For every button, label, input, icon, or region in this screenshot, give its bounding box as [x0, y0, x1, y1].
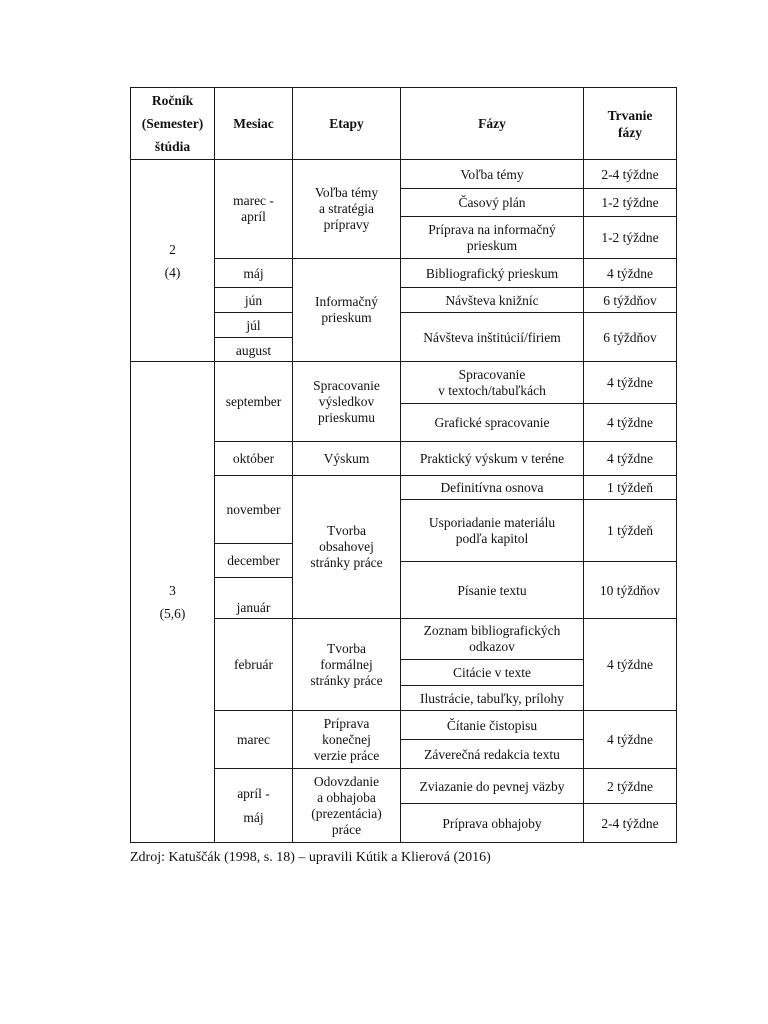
etapa-line: stránky práce	[310, 555, 383, 570]
rocnik-value: 3	[169, 583, 176, 598]
faza-cell: Čítanie čistopisu	[401, 711, 584, 740]
trvanie-cell: 2-4 týždne	[584, 804, 677, 843]
etapa-line: prieskum	[321, 310, 372, 325]
faza-cell: Záverečná redakcia textu	[401, 740, 584, 769]
rocnik-cell-3	[131, 362, 215, 843]
etapa-line: Odovzdanie	[313, 773, 380, 789]
faza-line: Zoznam bibliografických	[423, 623, 561, 638]
trvanie-cell: 4 týždne	[584, 711, 677, 769]
month-januar: január	[215, 578, 293, 619]
source-note: Zdroj: Katuščák (1998, s. 18) – upravili Kútik a Klierová (2016)	[130, 850, 491, 865]
trvanie-cell: 1-2 týždne	[584, 189, 677, 217]
month-marec-april	[215, 160, 293, 259]
etapa-line: verzie práce	[313, 747, 380, 763]
etapa-line: obsahovej	[319, 539, 374, 554]
etapa-line: prípravy	[323, 217, 370, 232]
phases-table	[130, 87, 677, 843]
month-marec: marec	[215, 711, 293, 769]
etapa-line: stránky práce	[310, 672, 383, 688]
etapa-line: Príprava	[323, 715, 370, 731]
etapa-line: a stratégia	[318, 201, 375, 216]
etapa-line: Spracovanie	[313, 377, 380, 393]
faza-cell: Časový plán	[401, 189, 584, 217]
faza-cell: Definitívna osnova	[401, 476, 584, 500]
month-september: september	[215, 362, 293, 442]
month-jun: jún	[215, 288, 293, 313]
faza-cell: Ilustrácie, tabuľky, prílohy	[401, 686, 584, 711]
rocnik-value: 2	[169, 241, 176, 257]
header-rocnik	[131, 88, 215, 160]
month-december: december	[215, 544, 293, 578]
etapa-line: konečnej	[322, 731, 371, 747]
faza-cell	[401, 362, 584, 404]
month-line: apríl	[241, 209, 266, 224]
etapa-line: Informačný	[315, 294, 378, 309]
etapa-tvorba-obsahovej	[293, 476, 401, 619]
month-oktober: október	[215, 442, 293, 476]
header-row	[131, 88, 677, 160]
table-row	[131, 160, 677, 189]
faza-cell: Praktický výskum v teréne	[401, 442, 584, 476]
faza-cell: Príprava obhajoby	[401, 804, 584, 843]
etapa-line: formálnej	[320, 656, 373, 672]
month-april-maj	[215, 769, 293, 843]
header-rocnik-line-3: štúdia	[154, 139, 191, 154]
etapa-line: výsledkov	[318, 393, 375, 409]
faza-line: odkazov	[469, 639, 515, 654]
etapa-priprava-konecnej	[293, 711, 401, 769]
month-august: august	[215, 338, 293, 362]
etapa-spracovanie	[293, 362, 401, 442]
header-trvanie-line-1: Trvanie	[607, 107, 653, 123]
header-rocnik-line-1: Ročník	[151, 93, 194, 108]
trvanie-cell: 4 týždne	[584, 442, 677, 476]
etapa-volba-temy	[293, 160, 401, 259]
faza-line: Usporiadanie materiálu	[428, 514, 556, 530]
header-etapy: Etapy	[293, 88, 401, 160]
etapa-odovzdanie	[293, 769, 401, 843]
etapa-line: Tvorba	[327, 523, 366, 538]
header-fazy: Fázy	[401, 88, 584, 160]
faza-cell: Grafické spracovanie	[401, 404, 584, 442]
semester-value: (4)	[164, 264, 181, 280]
etapa-line: Voľba témy	[314, 185, 379, 200]
faza-cell: Príprava na informačný prieskum	[401, 217, 584, 259]
faza-cell	[401, 619, 584, 660]
faza-cell: Zviazanie do pevnej väzby	[401, 769, 584, 804]
faza-cell: Návšteva knižníc	[401, 288, 584, 313]
month-line: apríl -	[237, 785, 270, 801]
header-rocnik-line-2: (Semester)	[141, 116, 204, 131]
faza-cell: Voľba témy	[401, 160, 584, 189]
etapa-vyskum: Výskum	[293, 442, 401, 476]
trvanie-cell: 6 týždňov	[584, 288, 677, 313]
month-jul: júl	[215, 313, 293, 338]
rocnik-cell-2	[131, 160, 215, 362]
faza-cell: Písanie textu	[401, 562, 584, 619]
faza-cell: Citácie v texte	[401, 660, 584, 686]
table-row	[131, 362, 677, 404]
month-line: marec -	[233, 193, 274, 208]
trvanie-cell: 2-4 týždne	[584, 160, 677, 189]
faza-cell: Bibliografický prieskum	[401, 259, 584, 288]
faza-line: v textoch/tabuľkách	[438, 382, 546, 398]
month-februar: február	[215, 619, 293, 711]
trvanie-cell: 4 týždne	[584, 404, 677, 442]
faza-cell	[401, 500, 584, 562]
etapa-line: prieskumu	[318, 409, 375, 425]
etapa-line: a obhajoba	[317, 789, 376, 805]
faza-line: Spracovanie	[458, 366, 526, 382]
etapa-line: práce	[331, 821, 362, 837]
etapa-informacny-prieskum	[293, 259, 401, 362]
month-maj: máj	[215, 259, 293, 288]
trvanie-cell: 1-2 týždne	[584, 217, 677, 259]
etapa-line: (prezentácia)	[311, 805, 382, 821]
month-line: máj	[243, 809, 264, 825]
trvanie-cell: 1 týždeň	[584, 500, 677, 562]
trvanie-cell: 10 týždňov	[584, 562, 677, 619]
header-mesiac: Mesiac	[215, 88, 293, 160]
header-trvanie	[584, 88, 677, 160]
etapa-line: Tvorba	[327, 640, 366, 656]
faza-cell: Návšteva inštitúcií/firiem	[401, 313, 584, 362]
month-november: november	[215, 476, 293, 544]
faza-line: podľa kapitol	[455, 530, 529, 546]
trvanie-cell: 4 týždne	[584, 259, 677, 288]
header-trvanie-line-2: fázy	[618, 124, 642, 140]
etapa-tvorba-formalnej	[293, 619, 401, 711]
semester-value: (5,6)	[159, 606, 186, 621]
trvanie-cell: 4 týždne	[584, 362, 677, 404]
trvanie-cell: 2 týždne	[584, 769, 677, 804]
trvanie-cell: 6 týždňov	[584, 313, 677, 362]
trvanie-cell: 4 týždne	[584, 619, 677, 711]
trvanie-cell: 1 týždeň	[584, 476, 677, 500]
